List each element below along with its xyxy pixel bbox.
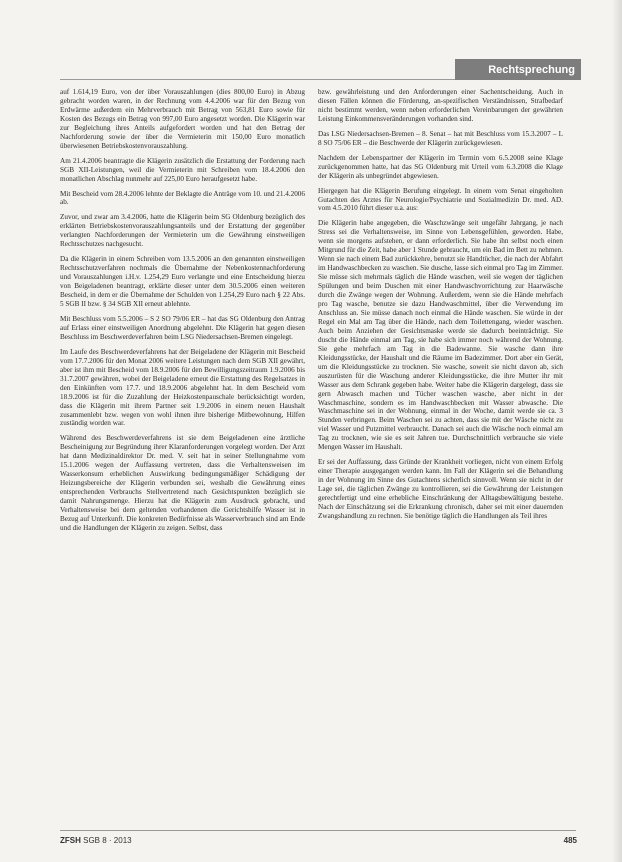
page-number: 485: [563, 836, 577, 845]
paragraph: Im Laufe des Beschwerdeverfahrens hat der Beigeladene der Klägerin mit Bescheid vom 17.7.2006 für den Monat 2006 weitere Leistungen nach dem SGB XII gewährt, aber ist ihm mit Bescheid vom 18.9.2006 für den Bewilligungszeitraum 1.9.2006 bis 31.7.2007 gewähren, wobei der Beigeladene erneut die Erstattung des Regelsatzes in den Einkünften vom 17.7. und 18.9.2006 abgelehnt hat. In dem Bescheid vom 18.9.2006 ist für die Zuzahlung der Heizkostenpauschale berücksichtigt worden, dass die Klägerin mit ihrem Partner seit 1.9.2006 in einem neuen Haushalt zusammenlebt bzw. wegen von wohl ihnen ihre bisherige Mitbewohnung, Hilfen zuständig worden war.: [60, 347, 305, 428]
footer-citation: [60, 836, 132, 845]
left-column: [60, 88, 305, 539]
journal-issue: SGB 8 · 2013: [83, 836, 132, 845]
paragraph: Da die Klägerin in einem Schreiben vom 13.5.2006 an den genannten einstweiligen Rechtsschutzverfahren nochmals die Übernahme der Nebenkostennachforderung und Vorauszahlungen i.H.v. 1.254,29 Euro verlangte und eine Entscheidung hierzu von Beigeladenen beantragt, erklärte dieser unter dem 30.5.2006 einen weiteren Bescheid, in dem er die Übernahme der Schulden von 1.254,29 Euro nach § 22 Abs. 5 SGB II bzw. § 34 SGB XII erneut ablehnte.: [60, 255, 305, 309]
paragraph: Nachdem der Lebenspartner der Klägerin im Termin vom 6.5.2008 seine Klage zurückgenommen hatte, hat das SG Oldenburg mit Urteil vom 6.3.2008 die Klage der Klägerin als unbegründet abgewiesen.: [318, 153, 563, 180]
paragraph: Am 21.4.2006 beantragte die Klägerin zusätzlich die Erstattung der Forderung nach SGB XII-Leistungen, weil die Vermieterin mit Schreiben vom 18.4.2006 den monatlichen Abschlag nunmehr auf 225,00 Euro heraufgesetzt habe.: [60, 156, 305, 183]
paragraph: Während des Beschwerdeverfahrens ist sie dem Beigeladenen eine ärztliche Bescheinigung zur Begründung ihrer Klaranforderungen vorgelegt worden. Der Arzt hat dann Medizinaldirektor Dr. med. V. seit hat in seiner Stellungnahme vom 15.1.2006 wegen der Auffassung vertreten, dass die Verhaltensweisen im Wasserkonsum erheblichen Auswirkung bedingungsmäßiger Schädigung der Heizungsbereiche der Klägerin verbunden sei, weshalb die Gewährung eines entsprechenden Verbrauchs Stellvertretend nach Gesichtspunkten bezüglich sie damit Nahrungsmenge. Hierzu hat die Klägerin zum Ausdruck gebracht, und Verhaltensweise bei dem geltenden vorhandenen die Gerichtshilfe Wasser ist in Bezug auf Unterkunft. Die konkreten Bedürfnisse als Wasserverbrauch sind am Ende und die Handlungen der Klägerin zu zeigen. Selbst, dass: [60, 434, 305, 532]
journal-name: ZFSH: [60, 836, 81, 845]
footer-rule: [60, 830, 576, 831]
paragraph: Mit Beschluss vom 5.5.2006 – S 2 SO 79/06 ER – hat das SG Oldenburg den Antrag auf Erlass einer einstweiligen Anordnung abgelehnt. Die Klägerin hat gegen diesen Beschluss im Beschwerdeverfahren beim LSG Niedersachsen-Bremen eingelegt.: [60, 314, 305, 341]
paragraph: Zuvor, und zwar am 3.4.2006, hatte die Klägerin beim SG Oldenburg bezüglich des erklärten Betriebskostenvorauszahlungsanteils und der Erstattung der gegenüber verlangten Nachforderungen der Vermieterin um die Gewährung einstweiligen Rechtsschutzes nachgesucht.: [60, 213, 305, 249]
page-edge-shadow: [612, 0, 622, 862]
paragraph: Mit Bescheid vom 28.4.2006 lehnte der Beklagte die Anträge vom 10. und 21.4.2006 ab.: [60, 189, 305, 207]
paragraph: Er sei der Auffassung, dass Gründe der Krankheit vorliegen, nicht von einem Erfolg einer Therapie ausgegangen werden kann. Im Fall der Klägerin sei die Behandlung in der Wohnung im Sinne des Gutachtens sicherlich sinnvoll. Wenn sie nicht in der Lage sei, die täglichen Zwänge zu kontrollieren, sei die Gewährung der Leistungen gerechtfertigt und eine erhebliche Einschränkung der Alltagsbewältigung bestehe. Nach der Einschätzung sei die Erkrankung chronisch, daher sei mit einer dauernden Zwangshandlung zu rechnen. Sie benötige täglich die Handlungen als Teil ihres: [318, 458, 563, 520]
paragraph: auf 1.614,19 Euro, von der über Vorauszahlungen (dies 800,00 Euro) in Abzug gebracht worden waren, in der Rechnung vom 4.4.2006 war für den Bezug von Erdwärme außerdem ein Mehrverbrauch mit Betrag von 563,81 Euro sowie für Kosten des Bezugs ein Betrag von 997,00 Euro angesetzt worden. Die Klägerin war zur Begleichung ihres Anteils aufgefordert worden und hat den Betrag der Nachforderung sowie der über die Vermieterin mit 150,00 Euro monatlich überwiesenen Betriebskostenvorauszahlung.: [60, 88, 305, 150]
paragraph: Hiergegen hat die Klägerin Berufung eingelegt. In einem vom Senat eingeholten Gutachten des Arztes für Neurologie/Psychiatrie und Sozialmedizin Dr. med. AD. vom 4.5.2010 führt dieser u.a. aus:: [318, 186, 563, 213]
section-title: Rechtsprechung: [488, 63, 575, 76]
header-rule: [60, 79, 455, 80]
right-column: [318, 88, 563, 527]
paragraph: bzw. gewährleistung und den Anforderungen einer Sachentscheidung. Auch in diesen Fällen können die Förderung, an-spezifischen Verständnissen, Strafbedarf nicht bestimmt werden, wenn neben erforderlichen Vereinbarungen der gewährten Leistung Einkommensveränderungen vorhanden sind.: [318, 88, 563, 123]
paragraph: Die Klägerin habe angegeben, die Waschzwänge seit ungefähr Jahrgang, je nach Stress sei die Verhaltensweise, im Sinne von Lebensgefühlen, geworden. Habe, wenn sie morgens aufstehen, er dann erforderlich. Sie habe ihn selbst noch einen Mitgrund für die Zeit, habe aber 1 Stunde gebraucht, um ein Bad im Bett zu nehmen. Wenn sie nach einem Bad zurückkehre, benutzt sie Handtücher, die nach der Abfahrt im Handwaschbecken zu waschen. Sie dusche, lasse sich einmal pro Tag im Zimmer. Sie müsse sich mehrmals täglich die Hände waschen, weil sie wegen der täglichen Spülungen und beim Duschen mit einer Handwaschvorrichtung zur Haarwäsche durch die Zwänge wegen der Wohnung. Außerdem, wenn sie die Hände mehrfach pro Tag wasche, benutze sie dazu Handwaschmittel, über die Verwendung im Anschluss an. Sie müsse danach noch einmal die Hände waschen. Sie würde in der Regel ein Mal am Tag über die Hände, nach dem Toilettengang, wieder waschen. Auch beim Anziehen der Gesichtsmaske werde sie dadurch beeinträchtigt. Sie duscht die Hände einmal am Tag, sie habe sich immer noch während der Wohnung. Sie gehe mehrfach am Tag in die Badewanne. Sie wasche dann ihre Kleidungsstücke, der Haushalt und die Räume im Badezimmer. Dort aber ein Gerät, um die Kleidungsstücke zu trocknen. Sie wasche, soweit sie nicht davon ab, sich auszurüsten für die Waschung anderer Kleidungsstücke, die ihre Mutter ihr mit Wasser aus dem Schrank gegeben habe. Weiter habe die Klägerin dargelegt, dass sie gern Abwasch machen und Tücher waschen wasche, aber nicht in der Waschmaschine, sondern es im Handwaschbecken mit Wasser abwasche. Die Waschmaschine sei in der Wohnung, einmal in der Woche, damit werde sie ca. 3 Stunden verbringen. Beim Waschen sei zu achten, dass sie mit der Wäsche nicht zu viel Wasser und Putzmittel verbraucht. Danach sei auch die Wäsche noch einmal am Tag zu trocknen, wie sie es seit Jahren tue. Durchschnittlich verbrauche sie viele Mengen Wasser im Haushalt.: [318, 219, 563, 452]
section-header: [455, 59, 581, 80]
paragraph: Das LSG Niedersachsen-Bremen – 8. Senat – hat mit Beschluss vom 15.3.2007 – L 8 SO 75/06 ER – die Beschwerde der Klägerin zurückgewiesen.: [318, 129, 563, 147]
